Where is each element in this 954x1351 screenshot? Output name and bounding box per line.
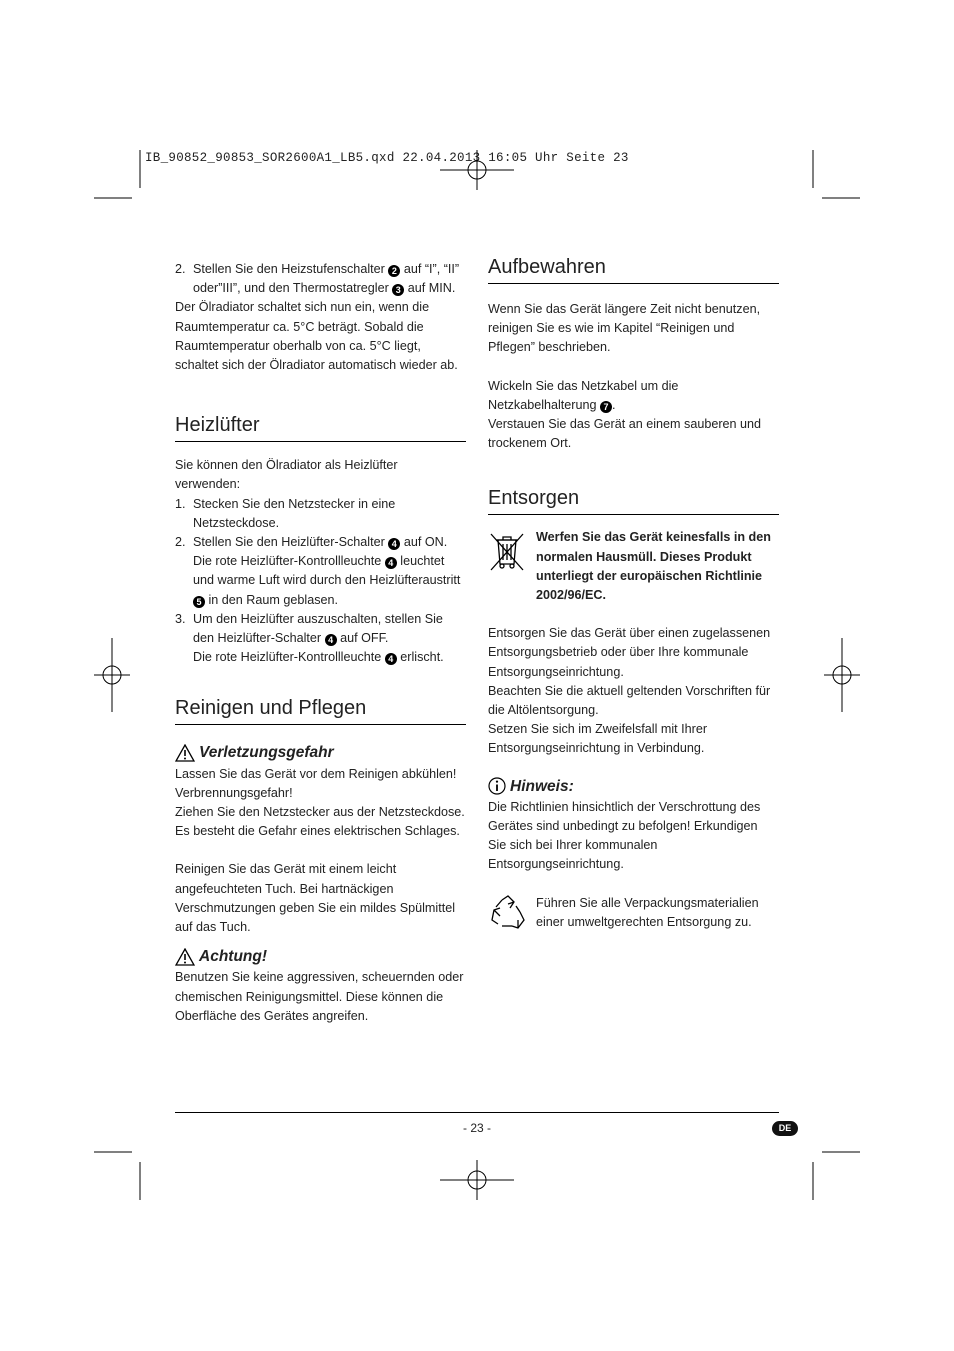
step-text: auf “I”, “II”	[403, 262, 460, 276]
part-badge-2: 2	[388, 265, 400, 277]
storage-text-2	[488, 377, 779, 415]
warning-title: Verletzungsgefahr	[199, 744, 334, 762]
step-number: 2.	[175, 262, 186, 276]
file-header: IB_90852_90853_SOR2600A1_LB5.qxd 22.04.2013 16:05 Uhr Seite 23	[145, 151, 629, 165]
intro-paragraph: Der Ölradiator schaltet sich nun ein, wenn die Raumtemperatur ca. 5°C beträgt. Sobald die Raumtemperatur oberhalb von ca. 5°C liegt, schaltet sich der Ölradiator automatisch wieder ab.	[175, 300, 458, 373]
left-column	[175, 260, 466, 1026]
section-title-heizluefter: Heizlüfter	[175, 413, 466, 442]
storage-text: .	[612, 397, 616, 412]
caution-heading	[175, 947, 466, 966]
recycling-text: Führen Sie alle Verpackungsmaterialien einer umweltgerechten Entsorgung zu.	[536, 895, 759, 929]
step-text: auf OFF.	[340, 631, 389, 646]
right-column	[488, 255, 779, 932]
footer-rule	[175, 1112, 779, 1113]
language-badge: DE	[772, 1121, 798, 1136]
cleaning-text: Reinigen Sie das Gerät mit einem leicht angefeuchteten Tuch. Bei hartnäckigen Verschmutzungen geben Sie ein mildes Spülmittel auf das Tuch.	[175, 862, 456, 935]
caution-text: Benutzen Sie keine aggressiven, scheuernden oder chemischen Reinigungsmittel. Diese können die Oberfläche des Gerätes angreifen.	[175, 970, 464, 1023]
recycle-icon	[488, 894, 528, 932]
disposal-text-1: Entsorgen Sie das Gerät über einen zugelassenen Entsorgungsbetrieb oder über Ihre kommunale Entsorgungseinrichtung.	[488, 626, 771, 679]
step-text: Stellen Sie den Heizlüfter-Schalter	[193, 535, 385, 550]
heizluefter-step-2: 2. Stellen Sie den Heizlüfter-Schalter 4 auf ON. Die rote Heizlüfter-Kontrollleuchte 4 leuchtet und warme Luft wird durch den Heizlüfteraustritt 5 in den Raum geblasen.	[175, 535, 461, 607]
weee-text: Werfen Sie das Gerät keinesfalls in den normalen Hausmüll. Dieses Produkt unterliegt der europäischen Richtlinie 2002/96/EC.	[536, 530, 771, 603]
intro-step-2	[175, 260, 466, 298]
step-text: Die rote Heizlüfter-Kontrollleuchte	[193, 554, 382, 569]
heizluefter-intro: Sie können den Ölradiator als Heizlüfter verwenden:	[175, 458, 398, 492]
step-text: leuchtet und warme Luft wird durch den Heizlüfteraustritt	[193, 554, 461, 588]
warning-triangle-icon	[175, 948, 195, 966]
step-text: Die rote Heizlüfter-Kontrollleuchte	[193, 650, 382, 665]
storage-text: Wickeln Sie das Netzkabel um die Netzkabelhalterung	[488, 378, 679, 412]
step-text: in den Raum geblasen.	[208, 592, 339, 607]
section-title-entsorgen: Entsorgen	[488, 486, 779, 515]
step-text: Stecken Sie den Netzstecker in eine Netzsteckdose.	[193, 496, 396, 530]
caution-title: Achtung!	[199, 948, 268, 966]
part-badge-4: 4	[385, 653, 397, 665]
step-text: oder”III”, und den Thermostatregler	[193, 281, 389, 296]
storage-text-1: Wenn Sie das Gerät längere Zeit nicht benutzen, reinigen Sie es wie im Kapitel “Reinigen und Pflegen” beschrieben.	[488, 302, 761, 355]
heizluefter-step-1: 1. Stecken Sie den Netzstecker in eine Netzsteckdose.	[175, 496, 396, 530]
note-heading	[488, 777, 779, 796]
step-text: Stellen Sie den Heizstufenschalter	[193, 262, 385, 276]
warning-text-1: Lassen Sie das Gerät vor dem Reinigen abkühlen! Verbrennungsgefahr!	[175, 766, 457, 800]
disposal-text-2: Beachten Sie die aktuell geltenden Vorschriften für die Altölentsorgung.	[488, 683, 771, 718]
part-badge-4: 4	[388, 538, 400, 550]
part-badge-3: 3	[392, 284, 404, 296]
part-badge-7: 7	[600, 401, 612, 413]
section-title-reinigen: Reinigen und Pflegen	[175, 696, 466, 725]
warning-heading	[175, 743, 466, 762]
warning-text-2: Ziehen Sie den Netzstecker aus der Netzsteckdose. Es besteht die Gefahr eines elektrischen Schlages.	[175, 805, 465, 839]
page-number: - 23 -	[462, 1121, 491, 1135]
warning-triangle-icon	[175, 744, 195, 762]
step-text: auf ON.	[403, 535, 448, 550]
recycling-notice	[488, 894, 779, 932]
storage-text-3: Verstauen Sie das Gerät an einem sauberen und trockenem Ort.	[488, 417, 762, 451]
step-text: erlischt.	[400, 650, 444, 665]
part-badge-4: 4	[325, 634, 337, 646]
step-text: Um den Heizlüfter auszuschalten, stellen Sie den Heizlüfter-Schalter	[193, 611, 443, 646]
info-icon	[488, 777, 506, 795]
part-badge-5: 5	[193, 596, 205, 608]
weee-notice	[488, 528, 779, 605]
note-title: Hinweis:	[510, 777, 574, 795]
crossed-bin-icon	[488, 530, 526, 572]
section-title-aufbewahren: Aufbewahren	[488, 255, 779, 284]
disposal-text-3: Setzen Sie sich im Zweifelsfall mit Ihrer Entsorgungseinrichtung in Verbindung.	[488, 722, 708, 756]
note-text: Die Richtlinien hinsichtlich der Verschrottung des Gerätes sind unbedingt zu befolgen! Erkundigen Sie sich bei Ihrer kommunalen Entsorgungseinrichtung.	[488, 799, 761, 872]
heizluefter-step-3: 3. Um den Heizlüfter auszuschalten, stellen Sie den Heizlüfter-Schalter 4 auf OFF. Die rote Heizlüfter-Kontrollleuchte 4 erlischt.	[175, 611, 444, 665]
step-text: auf MIN.	[407, 281, 456, 296]
part-badge-4: 4	[385, 557, 397, 569]
